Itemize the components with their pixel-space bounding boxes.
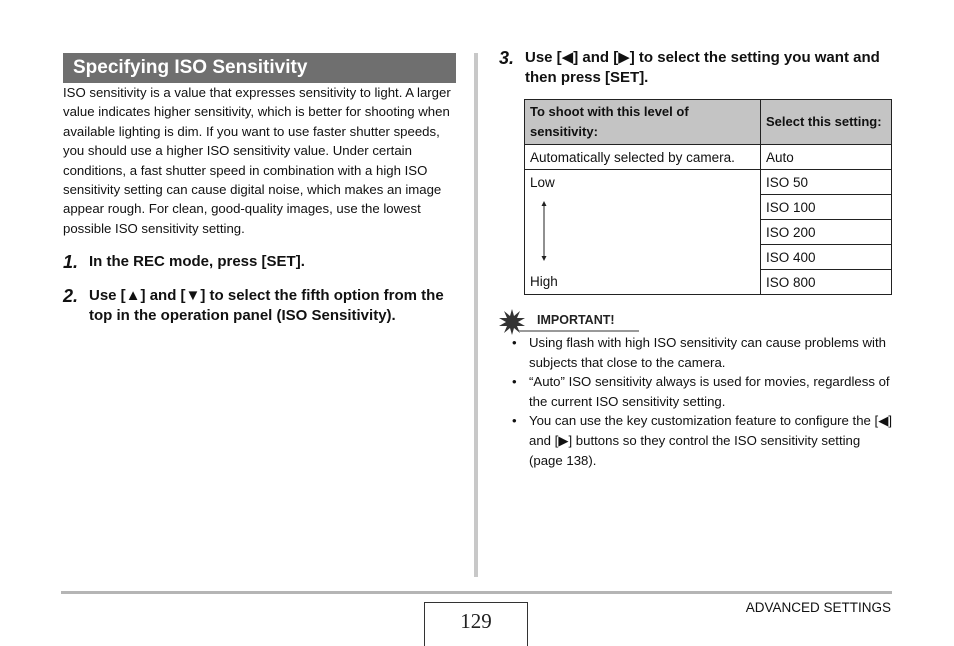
- list-item: [512, 411, 894, 470]
- auto-setting-cell: Auto: [761, 145, 892, 170]
- table-row: [525, 145, 892, 170]
- step-2-number: 2.: [63, 286, 79, 306]
- list-item: [512, 333, 894, 372]
- important-list: [512, 333, 894, 470]
- iso-setting-cell: ISO 50: [761, 170, 892, 195]
- important-header: [499, 309, 644, 333]
- step-1: [63, 252, 463, 272]
- step-1-number: 1.: [63, 252, 79, 272]
- important-underline: [519, 330, 639, 332]
- list-item-text: You can use the key customization feature to configure the [◀] and [▶] buttons so they control the ISO sensitivity setting (page 138).: [529, 413, 893, 468]
- table-header-setting: Select this setting:: [761, 100, 892, 145]
- list-item-text: “Auto” ISO sensitivity always is used for movies, regardless of the current ISO sensitivity setting.: [529, 374, 890, 409]
- intro-paragraph: ISO sensitivity is a value that expresses sensitivity to light. A larger value indicates higher sensitivity, which is better for shooting when available lighting is dim. If you want to use faster shutter speeds, you should use a higher ISO sensitivity value. Under certain conditions, a fast shutter speed in combination with a high ISO sensitivity setting can cause digital noise, which makes an image appear rough. For clean, good-quality images, use the lowest possible ISO sensitivity setting.: [63, 85, 451, 236]
- table-header-row: [525, 100, 892, 145]
- footer-rule: [61, 591, 892, 594]
- important-label: IMPORTANT!: [537, 313, 615, 327]
- footer-section-label: ADVANCED SETTINGS: [745, 600, 891, 615]
- iso-settings-table: [524, 99, 892, 295]
- range-high-label: High: [530, 274, 558, 289]
- step-3: [499, 48, 894, 88]
- page-number: 129: [424, 602, 528, 646]
- step-3-number: 3.: [499, 48, 515, 68]
- list-item-text: Using flash with high ISO sensitivity can cause problems with subjects that close to the camera.: [529, 335, 886, 370]
- bullet-marker: •: [512, 374, 517, 390]
- sensitivity-range-cell: [525, 170, 761, 295]
- auto-condition-cell: Automatically selected by camera.: [525, 145, 761, 170]
- range-low-label: Low: [530, 175, 555, 190]
- double-arrow-icon: [539, 201, 549, 261]
- step-3-text: Use [◀] and [▶] to select the setting you want and then press [SET].: [525, 49, 880, 86]
- bullet-marker: •: [512, 413, 517, 429]
- step-1-text: In the REC mode, press [SET].: [89, 253, 305, 270]
- iso-setting-cell: ISO 100: [761, 195, 892, 220]
- section-heading: Specifying ISO Sensitivity: [63, 53, 456, 83]
- bullet-marker: •: [512, 335, 517, 350]
- step-2-text: Use [▲] and [▼] to select the fifth option from the top in the operation panel (ISO Sensitivity).: [89, 287, 444, 324]
- list-item: [512, 372, 894, 411]
- table-row: [525, 170, 892, 195]
- iso-setting-cell: ISO 200: [761, 220, 892, 245]
- step-2: [63, 286, 463, 326]
- column-divider: [474, 53, 478, 577]
- iso-setting-cell: ISO 400: [761, 245, 892, 270]
- table-header-condition: To shoot with this level of sensitivity:: [525, 100, 761, 145]
- iso-setting-cell: ISO 800: [761, 270, 892, 295]
